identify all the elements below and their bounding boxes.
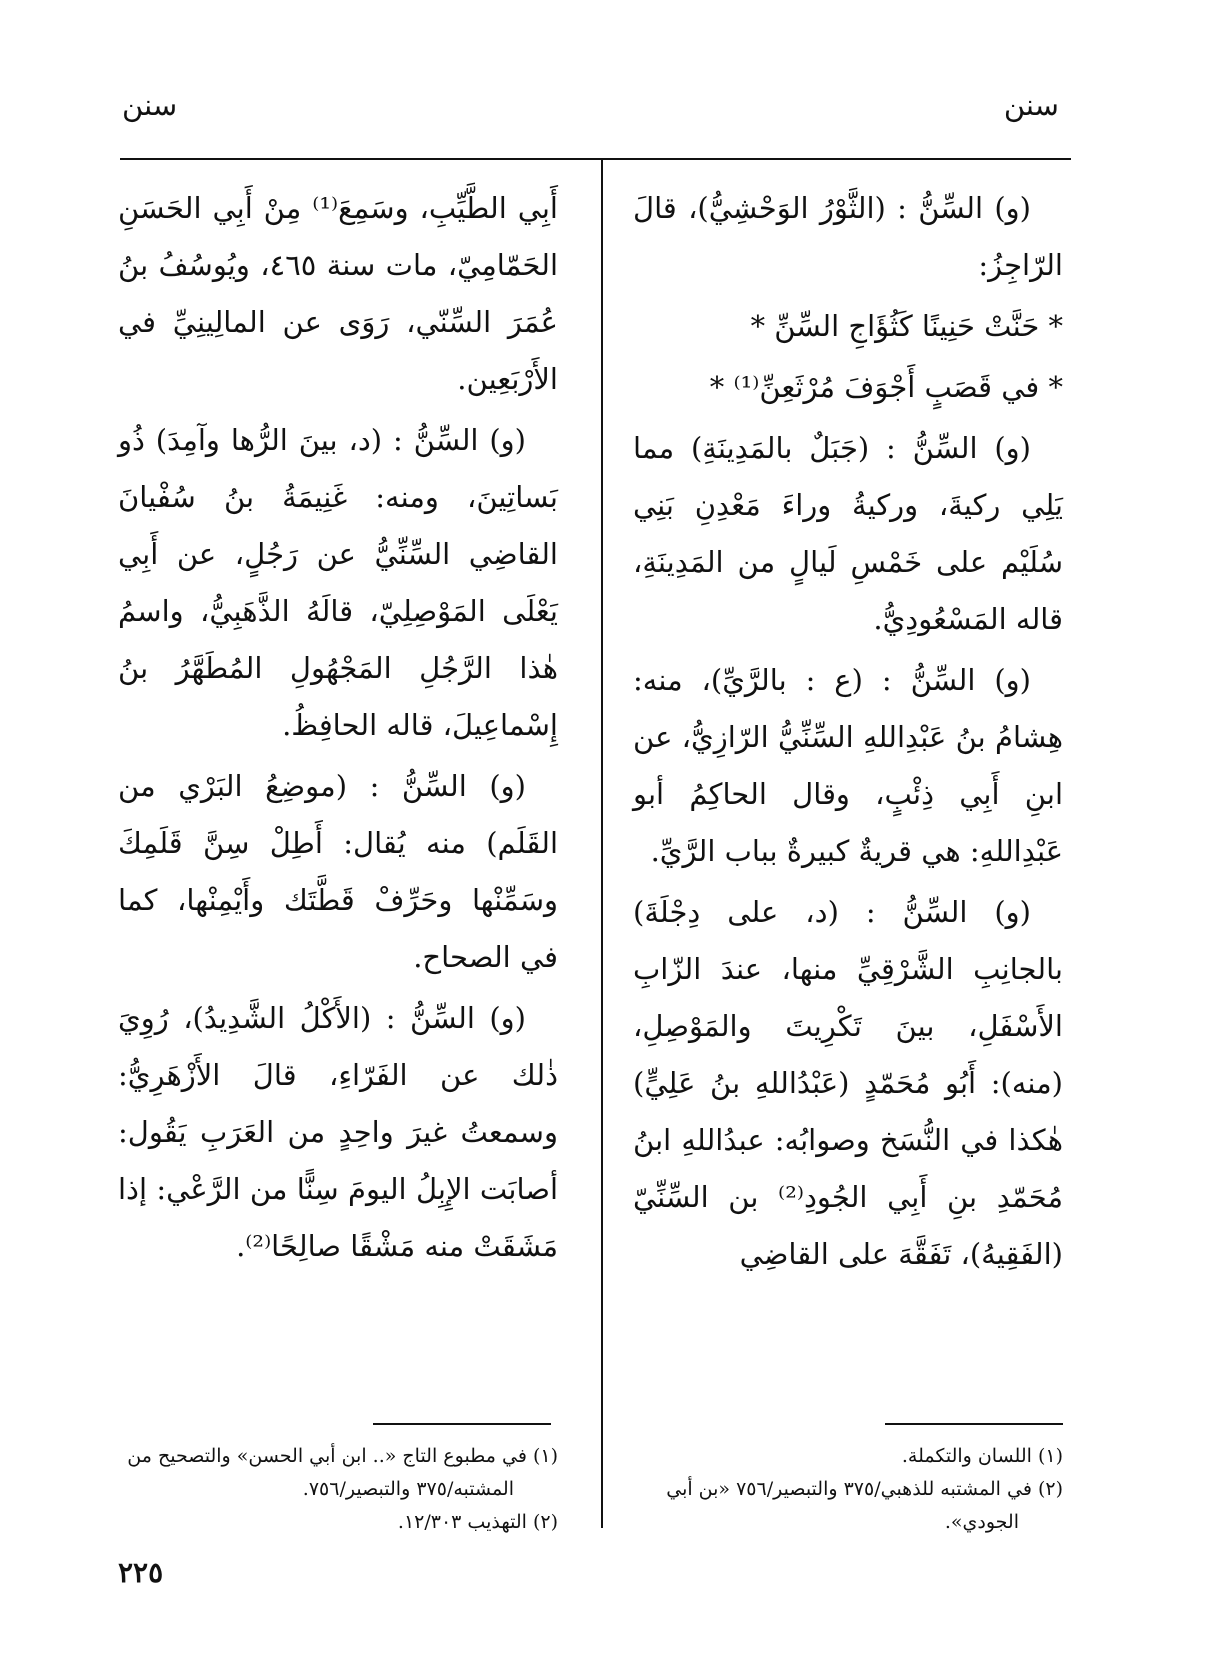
verse-line: * في قَصَبٍ أَجْوَفَ مُرْثَعِنِّ⁽¹⁾ * (709, 370, 1063, 404)
footnote: (١) اللسان والتكملة. (901, 1445, 1063, 1467)
page-number: ٢٢٥ (118, 1556, 164, 1589)
entry-paragraph: (و) السِّنُّ : (الثَّوْرُ الوَحْشِيُّ)، قالَ الرّاجِزُ: (633, 191, 1063, 282)
verse-line: * حَنَّتْ حَنِينًا كَثُؤَاجِ السِّنِّ * (750, 309, 1063, 343)
footnotes-left (118, 1440, 558, 1539)
entry-paragraph: (و) السِّنُّ : (د، بينَ الرُّها وآمِدَ) ذُو بَساتِينَ، ومنه: غَنِيمَةُ بنُ سُفْيانَ القاضِي السِّنِّيُّ عن رَجُلٍ، عن أَبِي يَعْلَى المَوْصِلِيّ، قالَهُ الذَّهَبِيُّ، واسمُ هٰذا الرَّجُلِ المَجْهُولِ المُطَهَّرُ بنُ إِسْماعِيلَ، قاله الحافِظُ. (118, 423, 558, 742)
running-header-left: سنن (122, 88, 178, 122)
entry-paragraph: (و) السِّنُّ : (د، على دِجْلَةَ) بالجانِبِ الشَّرْقِيِّ منها، عندَ الزّابِ الأَسْفَلِ، بينَ تَكْرِيتَ والمَوْصِلِ، (منه): أَبُو مُحَمّدٍ (عَبْدُاللهِ بنُ عَلِيٍّ) هٰكذا في النُّسَخ وصوابُه: عبدُاللهِ ابنُ مُحَمّدِ بنِ أَبِي الجُودِ⁽²⁾ بن السِّنِّيّ (الفَقِيهُ)، تَفَقَّهَ على القاضِي (633, 895, 1063, 1271)
footnote: (٢) التهذيب ١٢/٣٠٣. (397, 1511, 558, 1533)
entry-paragraph: (و) السِّنُّ : (الأَكْلُ الشَّدِيدُ)، رُوِيَ ذٰلك عن الفَرّاءِ، قالَ الأَزْهَرِيُّ: وسمعتُ غيرَ واحِدٍ من العَرَبِ يَقُول: أصابَت الإِبِلُ اليومَ سِنًّا من الرَّعْي: إذا مَشَقَتْ منه مَشْقًا صالِحًا⁽²⁾. (118, 1001, 558, 1263)
entry-paragraph: (و) السِّنُّ : (ع : بالرَّيِّ)، منه: هِشامُ بنُ عَبْدِاللهِ السِّنِّيُّ الرّازِيُّ، عن ابنِ أَبِي ذِئْبٍ، وقال الحاكِمُ أبو عَبْدِاللهِ: هي قريةٌ كبيرةٌ بباب الرَّيِّ. (633, 663, 1063, 868)
footnote: (٢) في المشتبه للذهبي/٣٧٥ والتبصير/٧٥٦ «بن أبي الجودي». (666, 1478, 1063, 1533)
running-header-right: سنن (1003, 88, 1059, 122)
entry-paragraph: (و) السِّنُّ : (موضِعُ البَرْي من القَلَم) منه يُقال: أَطِلْ سِنَّ قَلَمِكَ وسَمِّنْها وحَرِّفْ قَطَّتَك وأَيْمِنْها، كما في الصحاح. (118, 769, 558, 974)
footnote: (١) في مطبوع التاج «.. ابن أبي الحسن» والتصحيح من المشتبه/٣٧٥ والتبصير/٧٥٦. (127, 1445, 558, 1500)
column-divider (601, 158, 603, 1528)
left-column (118, 180, 558, 1279)
footnote-rule-left (373, 1423, 551, 1425)
entry-paragraph: (و) السِّنُّ : (جَبَلٌ بالمَدِينَةِ) مما يَلِي ركيةَ، وركيةُ وراءَ مَعْدِنِ بَنِي سُلَيْم على خَمْسِ لَيالٍ من المَدِينَةِ، قاله المَسْعُودِيُّ. (633, 431, 1063, 636)
header-rule (120, 158, 1071, 160)
entry-paragraph: أَبِي الطَّيِّبِ، وسَمِعَ⁽¹⁾ مِنْ أَبِي الحَسَنِ الحَمّامِيّ، مات سنة ٤٦٥، ويُوسُفُ بنُ عُمَرَ السِّنّي، رَوَى عن المالِينِيِّ في الأَرْبَعِين. (118, 191, 559, 396)
footnote-rule-right (885, 1423, 1063, 1425)
footnotes-right (633, 1440, 1063, 1539)
right-column (633, 180, 1063, 1287)
